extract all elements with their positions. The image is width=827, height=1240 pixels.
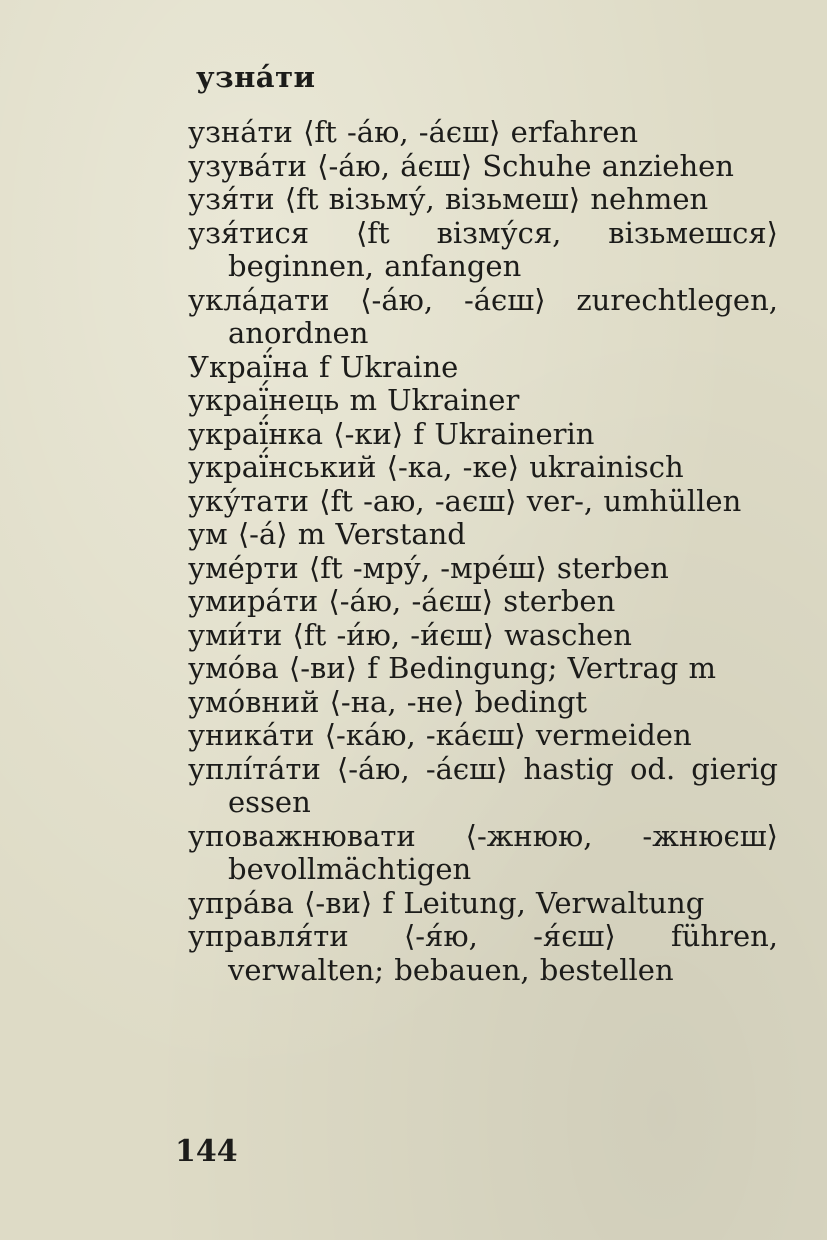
dictionary-entry: узя́ти ⟨ft візьму́, візьмеш⟩ nehmen: [188, 182, 709, 216]
dictionary-entry: умо́вний ⟨-на, -не⟩ bedingt: [188, 684, 588, 719]
dictionary-entry: ум ⟨-а́⟩ m Verstand: [188, 517, 466, 551]
page-number: 144: [175, 1134, 238, 1169]
dictionary-entry: украї́нський ⟨-ка, -ке⟩ ukrainisch: [188, 450, 684, 484]
dictionary-entry: украї́нка ⟨-ки⟩ f Ukrainerin: [188, 416, 595, 451]
dictionary-entry: уми́ти ⟨ft -и́ю, -и́єш⟩ waschen: [188, 617, 632, 652]
dictionary-entry: умира́ти ⟨-а́ю, -а́єш⟩ sterben: [188, 584, 616, 618]
dictionary-entry: укла́дати ⟨-а́ю, -а́єш⟩ zurechtlegen, anordnen: [188, 282, 778, 350]
dictionary-entry: узува́ти ⟨-а́ю, а́єш⟩ Schuhe anziehen: [188, 148, 734, 183]
dictionary-entry: управля́ти ⟨-я́ю, -я́єш⟩ führen, verwalten; bebauen, bestellen: [188, 919, 778, 987]
dictionary-entry: узя́тися ⟨ft візму́ся, візьмешся⟩ beginnen, anfangen: [188, 215, 778, 283]
dictionary-entry: уплі́та́ти ⟨-а́ю, -а́єш⟩ hastig od. gierig essen: [188, 751, 778, 819]
dictionary-entry: Украї́на f Ukraine: [188, 349, 459, 384]
dictionary-entry: уника́ти ⟨-ка́ю, -ка́єш⟩ vermeiden: [188, 718, 692, 752]
dictionary-entry: уку́тати ⟨ft -аю, -аєш⟩ ver-, umhüllen: [188, 483, 742, 518]
dictionary-entry: уме́рти ⟨ft -мру́, -мре́ш⟩ sterben: [188, 550, 669, 585]
dictionary-entry: украї́нець m Ukrainer: [188, 383, 520, 417]
dictionary-entry: упра́ва ⟨-ви⟩ f Leitung, Verwaltung: [188, 885, 705, 920]
dictionary-entry: уповажнювати ⟨-жнюю, -жнюєш⟩ bevollmächtigen: [188, 818, 778, 886]
dictionary-entry: умо́ва ⟨-ви⟩ f Bedingung; Vertrag m: [188, 651, 717, 685]
entry-list: [188, 116, 778, 987]
running-head: узна́ти: [196, 60, 316, 94]
dictionary-entry: узна́ти ⟨ft -а́ю, -а́єш⟩ erfahren: [188, 115, 639, 149]
